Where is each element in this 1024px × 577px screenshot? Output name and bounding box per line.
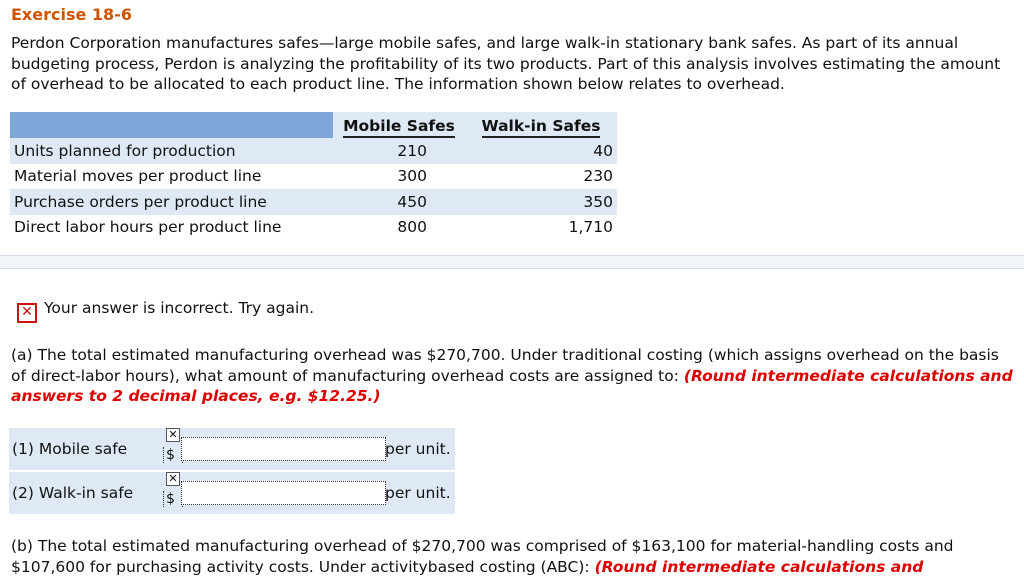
answer-label-mobile: (1) Mobile safe bbox=[12, 440, 128, 458]
mobile-value: 210 bbox=[333, 138, 465, 164]
answer-label-walkin: (2) Walk-in safe bbox=[12, 484, 134, 502]
part-a-question bbox=[11, 345, 1016, 407]
unit-label: per unit. bbox=[385, 484, 451, 502]
table-row bbox=[10, 215, 617, 241]
currency-symbol: $ bbox=[163, 447, 183, 463]
currency-symbol: $ bbox=[163, 491, 183, 507]
part-b-instruction: (Round intermediate calculations and bbox=[594, 557, 924, 576]
walkin-value: 40 bbox=[465, 138, 617, 164]
part-a-text: (a) The total estimated manufacturing overhead was $270,700. Under traditional costing (which assigns overhead on the basis of direct-labor hours), what amount of manufacturing overhead costs are assigned to: bbox=[11, 346, 999, 385]
walkin-value: 350 bbox=[465, 189, 617, 215]
table-row bbox=[10, 164, 617, 190]
walkin-safe-overhead-input[interactable] bbox=[181, 481, 386, 505]
header-mobile-safes: Mobile Safes bbox=[333, 112, 465, 138]
mobile-safe-overhead-input[interactable] bbox=[181, 437, 386, 461]
header-walkin-safes: Walk-in Safes bbox=[465, 112, 617, 138]
x-icon: ✕ bbox=[17, 303, 37, 323]
row-label: Direct labor hours per product line bbox=[10, 215, 333, 241]
row-label: Material moves per product line bbox=[10, 164, 333, 190]
row-label: Units planned for production bbox=[10, 138, 333, 164]
feedback-message bbox=[17, 299, 314, 323]
header-blank-cell bbox=[10, 112, 333, 138]
feedback-text: Your answer is incorrect. Try again. bbox=[44, 299, 315, 317]
mobile-value: 800 bbox=[333, 215, 465, 241]
answer-row-mobile bbox=[9, 428, 455, 470]
part-b-question bbox=[11, 536, 1016, 577]
mobile-value: 300 bbox=[333, 164, 465, 190]
part-a-instruction: (Round intermediate calculations and answers to 2 decimal places, e.g. $12.25.) bbox=[11, 366, 1013, 405]
table-row bbox=[10, 138, 617, 164]
incorrect-mark-icon: ✕ bbox=[166, 428, 180, 442]
answer-row-walkin bbox=[9, 472, 455, 514]
section-divider bbox=[0, 255, 1024, 269]
walkin-value: 230 bbox=[465, 164, 617, 190]
exercise-title: Exercise 18-6 bbox=[11, 5, 132, 24]
part-b-text: (b) The total estimated manufacturing overhead of $270,700 was comprised of $163,100 for material-handling costs and $107,600 for purchasing activity costs. Under activitybased costing (ABC): bbox=[11, 537, 954, 576]
unit-label: per unit. bbox=[385, 440, 451, 458]
overhead-info-table bbox=[10, 112, 617, 240]
walkin-value: 1,710 bbox=[465, 215, 617, 241]
incorrect-mark-icon: ✕ bbox=[166, 472, 180, 486]
exercise-intro: Perdon Corporation manufactures safes—large mobile safes, and large walk-in stationary bank safes. As part of its annual budgeting process, Perdon is analyzing the profitability of its two products. Part of this analysis involves estimating the amount of overhead to be allocated to each product line. The information shown below relates to overhead. bbox=[11, 34, 1001, 93]
table-row bbox=[10, 189, 617, 215]
mobile-value: 450 bbox=[333, 189, 465, 215]
table-header-row bbox=[10, 112, 617, 138]
row-label: Purchase orders per product line bbox=[10, 189, 333, 215]
